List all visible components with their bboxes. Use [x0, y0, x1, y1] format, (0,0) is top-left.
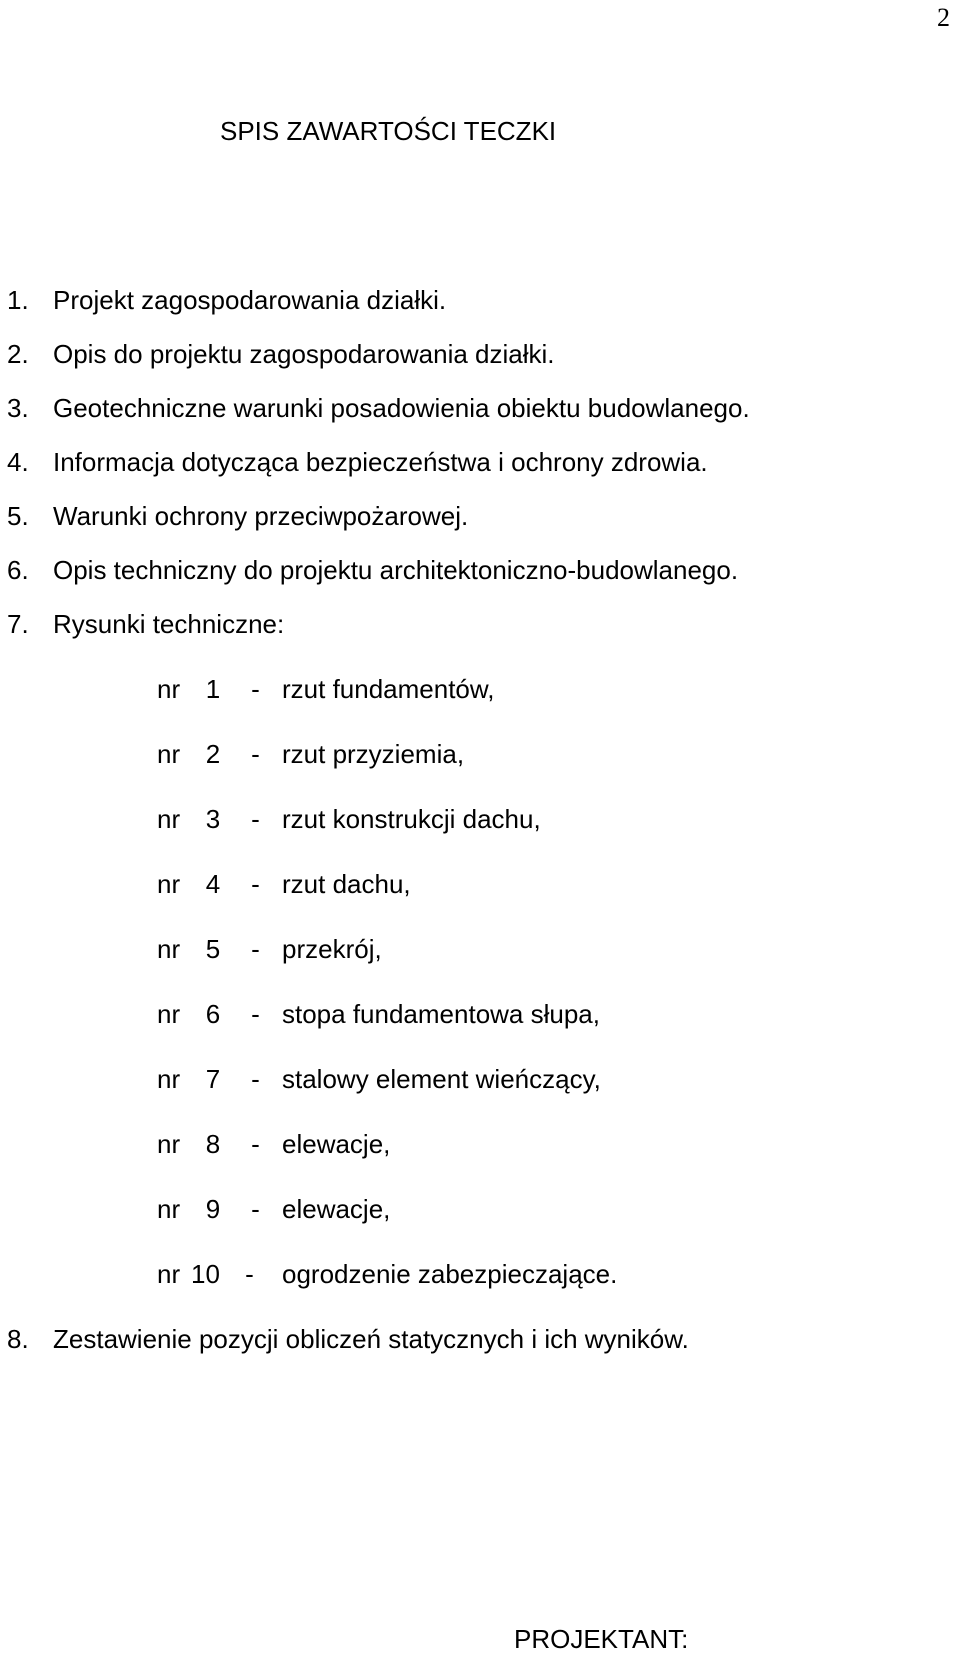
item-text: Opis do projektu zagospodarowania działki. — [53, 339, 555, 369]
drawing-number: 3 — [205, 804, 221, 834]
drawing-dash: - — [251, 869, 260, 899]
drawing-number: 2 — [205, 739, 221, 769]
item-text: Projekt zagospodarowania działki. — [53, 285, 447, 315]
item-number: 4. — [7, 447, 29, 477]
drawing-dash: - — [251, 804, 260, 834]
drawing-dash: - — [251, 1129, 260, 1159]
drawing-prefix: nr — [157, 739, 181, 769]
drawing-item — [157, 1064, 601, 1094]
drawing-number: 8 — [205, 1129, 221, 1159]
drawing-text: elewacje, — [282, 1194, 391, 1224]
item-number: 5. — [7, 501, 29, 531]
item-number: 7. — [7, 609, 29, 639]
drawing-dash: - — [251, 1064, 260, 1094]
drawing-text: rzut dachu, — [282, 869, 411, 899]
drawing-item — [157, 869, 411, 899]
drawing-prefix: nr — [157, 674, 181, 704]
drawing-item — [157, 1129, 390, 1159]
drawing-dash: - — [251, 934, 260, 964]
item-text: Informacja dotycząca bezpieczeństwa i ochrony zdrowia. — [53, 447, 708, 477]
drawing-item — [157, 739, 464, 769]
designer-signature-label: PROJEKTANT: — [514, 1624, 689, 1654]
list-item — [7, 393, 750, 423]
drawing-dash: - — [251, 999, 260, 1029]
item-number: 1. — [7, 285, 29, 315]
list-item — [7, 609, 284, 639]
drawing-prefix: nr — [157, 934, 181, 964]
list-item — [7, 1324, 689, 1354]
drawing-item — [157, 934, 382, 964]
drawing-dash: - — [251, 1194, 260, 1224]
item-number: 2. — [7, 339, 29, 369]
item-text: Rysunki techniczne: — [53, 609, 285, 639]
item-number: 6. — [7, 555, 29, 585]
drawing-item — [157, 674, 494, 704]
drawing-number: 4 — [205, 869, 221, 899]
drawing-number: 7 — [205, 1064, 221, 1094]
item-text: Geotechniczne warunki posadowienia obiektu budowlanego. — [53, 393, 750, 423]
drawing-number: 1 — [205, 674, 221, 704]
drawing-item — [157, 1259, 617, 1289]
drawing-prefix: nr — [157, 999, 181, 1029]
drawing-prefix: nr — [157, 1064, 181, 1094]
item-number: 3. — [7, 393, 29, 423]
item-text: Warunki ochrony przeciwpożarowej. — [53, 501, 469, 531]
item-text: Zestawienie pozycji obliczeń statycznych i ich wyników. — [53, 1324, 689, 1354]
list-item — [7, 339, 555, 369]
drawing-text: stopa fundamentowa słupa, — [282, 999, 600, 1029]
list-item — [7, 447, 708, 477]
drawing-number: 5 — [205, 934, 221, 964]
drawing-text: ogrodzenie zabezpieczające. — [282, 1259, 618, 1289]
drawing-item — [157, 999, 600, 1029]
drawing-text: elewacje, — [282, 1129, 391, 1159]
drawing-text: rzut konstrukcji dachu, — [282, 804, 541, 834]
drawing-dash: - — [251, 674, 260, 704]
drawing-item — [157, 1194, 390, 1224]
drawing-prefix: nr — [157, 1194, 181, 1224]
drawing-prefix: nr — [157, 804, 181, 834]
item-text: Opis techniczny do projektu architektoniczno-budowlanego. — [53, 555, 739, 585]
list-item — [7, 285, 446, 315]
drawing-dash: - — [245, 1259, 254, 1289]
item-number: 8. — [7, 1324, 29, 1354]
list-item — [7, 501, 468, 531]
document-title: SPIS ZAWARTOŚCI TECZKI — [220, 116, 557, 146]
drawing-item — [157, 804, 541, 834]
drawing-text: stalowy element wieńczący, — [282, 1064, 601, 1094]
drawing-number: 6 — [205, 999, 221, 1029]
drawing-text: przekrój, — [282, 934, 382, 964]
drawing-dash: - — [251, 739, 260, 769]
drawing-prefix: nr — [157, 869, 181, 899]
drawing-prefix: nr — [157, 1259, 181, 1289]
drawing-prefix: nr — [157, 1129, 181, 1159]
drawing-text: rzut przyziemia, — [282, 739, 465, 769]
page-number: 2 — [937, 3, 950, 32]
drawing-text: rzut fundamentów, — [282, 674, 495, 704]
list-item — [7, 555, 738, 585]
drawing-number: 9 — [205, 1194, 221, 1224]
drawing-number: 10 — [191, 1259, 220, 1289]
